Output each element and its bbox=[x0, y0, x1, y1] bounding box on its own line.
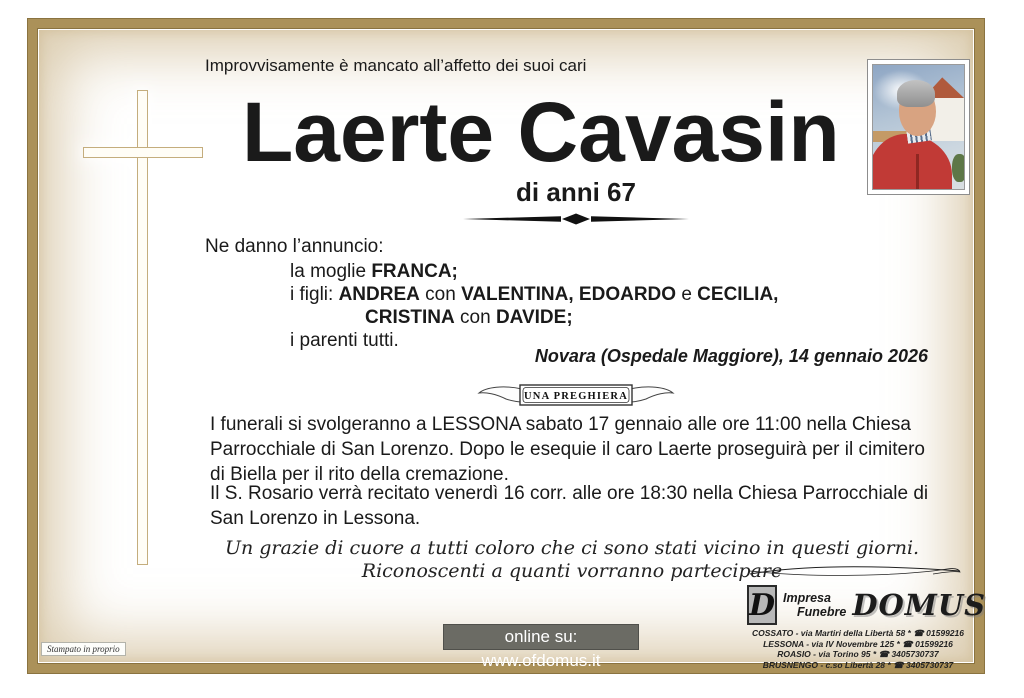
cross-vertical-bar bbox=[137, 90, 148, 565]
deceased-name: Laerte Cavasin bbox=[242, 85, 840, 179]
portrait-photo-scene bbox=[872, 64, 965, 190]
domus-monogram: D bbox=[747, 585, 777, 625]
prayer-banner-label: UNA PREGHIERA bbox=[524, 391, 628, 402]
printed-note: Stampato in proprio bbox=[41, 642, 126, 656]
gray-hair-shape bbox=[897, 80, 935, 107]
intro-line: Improvvisamente è mancato all’affetto dei suoi cari bbox=[205, 56, 587, 75]
address-line: COSSATO - via Martiri della Libertà 58 * ☎ 01599216 bbox=[751, 628, 964, 638]
family-line-children: i figli: ANDREA con VALENTINA, EDOARDO e CECILIA, bbox=[290, 284, 779, 305]
rosary-paragraph: Il S. Rosario verrà recitato venerdì 16 corr. alle ore 18:30 nella Chiesa Parrocchiale di San Lorenzo in Lessona. bbox=[210, 483, 929, 529]
family-list bbox=[290, 260, 778, 352]
portrait-photo bbox=[867, 59, 970, 195]
family-line-wife: la moglie FRANCA; bbox=[290, 261, 458, 282]
thanks-line-1: Un grazie di cuore a tutti coloro che ci sono stati vicino in questi giorni. bbox=[224, 537, 920, 559]
address-line: BRUSNENGO - c.so Libertà 28 * ☎ 3405730737 bbox=[762, 659, 954, 670]
divider-ornament bbox=[126, 212, 1024, 231]
funeral-home-type: Impresa Funebre bbox=[783, 591, 847, 619]
address-line: ROASIO - via Torino 95 * ☎ 3405730737 bbox=[777, 649, 939, 659]
funeral-details-paragraph: I funerali si svolgeranno a LESSONA sabato 17 gennaio alle ore 11:00 nella Chiesa Parrocchiale di San Lorenzo. Dopo le esequie il caro Laerte proseguirà per il cimitero di Biella per il rito della cremazione. bbox=[210, 414, 925, 485]
family-line-children-2: CRISTINA con DAVIDE; bbox=[365, 307, 573, 328]
online-url-bar: online su: www.ofdomus.it bbox=[443, 624, 639, 650]
address-line: LESSONA - via IV Novembre 125 * ☎ 01599216 bbox=[763, 638, 953, 649]
family-line-relatives: i parenti tutti. bbox=[290, 330, 399, 351]
brand-name: DOMUS bbox=[852, 588, 987, 622]
place-date-line: Novara (Ospedale Maggiore), 14 gennaio 2026 bbox=[534, 346, 928, 366]
prayer-banner bbox=[126, 378, 1024, 415]
flourish-icon bbox=[747, 564, 963, 579]
address-list bbox=[747, 628, 969, 670]
announcement-lead: Ne danno l’annuncio: bbox=[205, 236, 384, 257]
thanks-line-2: Riconoscenti a quanti vorranno partecipare bbox=[361, 560, 783, 582]
funeral-home-logo bbox=[747, 564, 987, 670]
age-line: di anni 67 bbox=[516, 177, 636, 207]
